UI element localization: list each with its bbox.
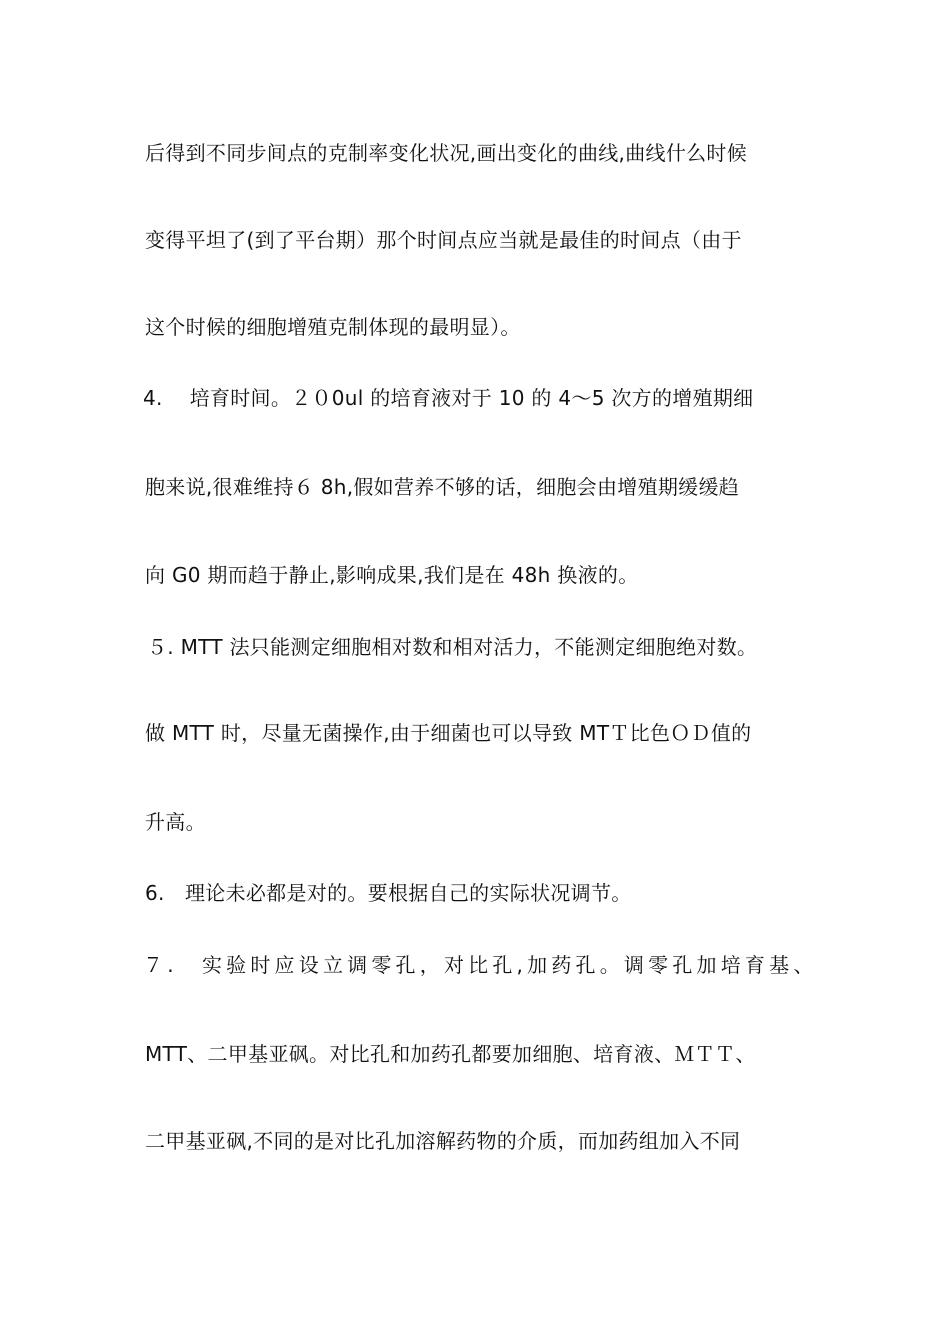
text-line: MTT、二甲基亚砜。对比孔和加药孔都要加细胞、培育液、ＭＴＴ、 (145, 1042, 756, 1066)
text-line: 后得到不同步间点的克制率变化状况,画出变化的曲线,曲线什么时候 (145, 141, 748, 165)
text-line: 升高。 (145, 810, 206, 834)
text-line: 4. 培育时间。２０0ul 的培育液对于 10 的 4～5 次方的增殖期细 (143, 386, 754, 410)
text-line: 变得平坦了(到了平台期）那个时间点应当就是最佳的时间点（由于 (145, 228, 742, 252)
text-line: ７. 实验时应设立调零孔，对比孔,加药孔。调零孔加培育基、 (143, 953, 818, 977)
text-line: 胞来说,很难维持６ 8h,假如营养不够的话，细胞会由增殖期缓缓趋 (145, 475, 740, 499)
text-line: 6. 理论未必都是对的。要根据自己的实际状况调节。 (145, 881, 632, 905)
text-line: 向 G0 期而趋于静止,影响成果,我们是在 48h 换液的。 (145, 563, 639, 587)
text-line: 做 MTT 时，尽量无菌操作,由于细菌也可以导致 MTＴ比色ＯＤ值的 (145, 721, 752, 745)
text-line: 二甲基亚砜,不同的是对比孔加溶解药物的介质，而加药组加入不同 (145, 1129, 741, 1153)
text-line: ５. MTT 法只能测定细胞相对数和相对活力，不能测定细胞绝对数。 (147, 635, 758, 659)
text-line: 这个时候的细胞增殖克制体现的最明显）。 (145, 315, 521, 339)
